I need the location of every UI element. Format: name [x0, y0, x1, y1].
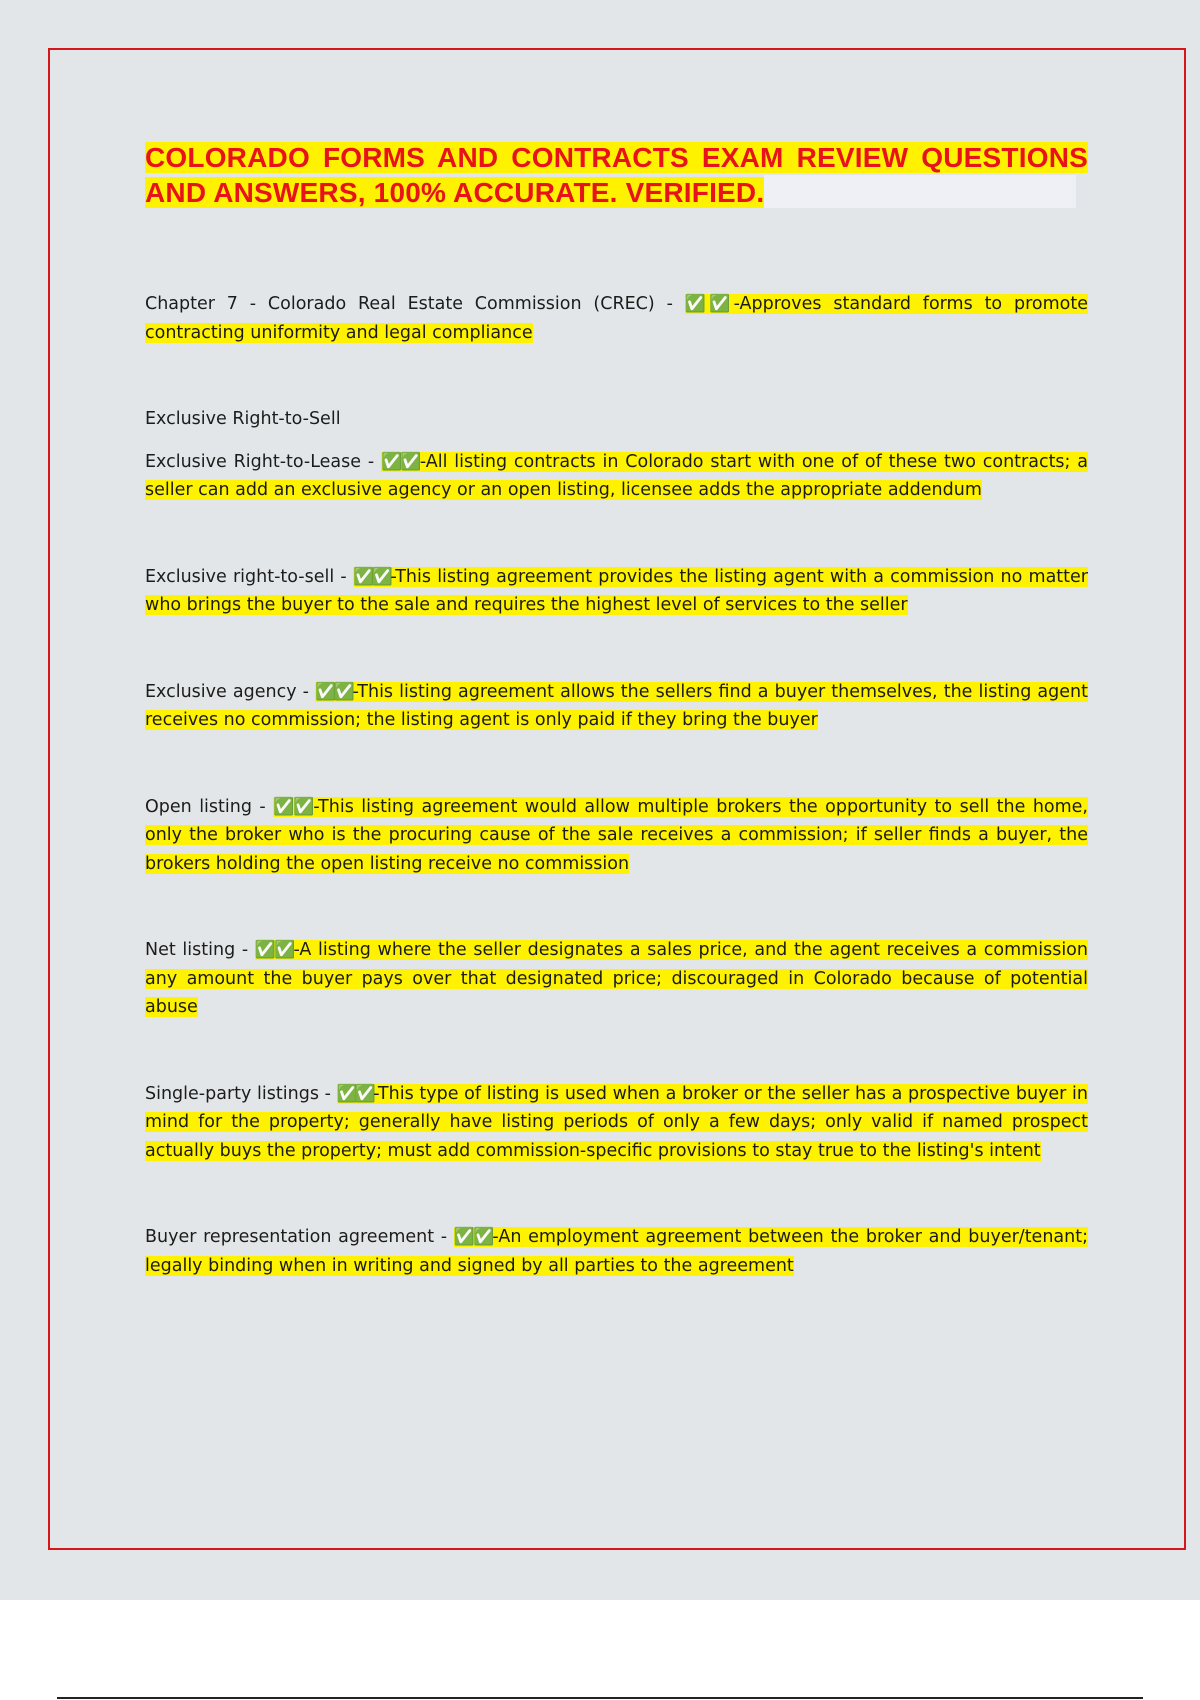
footer-rule	[57, 1697, 1143, 1699]
qa-term: Exclusive Right-to-Lease -	[145, 451, 381, 472]
qa-answer: -This type of listing is used when a broker or the seller has a prospective buyer in mind for the property; generally have listing periods of only a few days; only valid if named prospect actually buys the property; must add commission-specific provisions to stay true to the listing's intent	[145, 1083, 1088, 1161]
document-title-text: COLORADO FORMS AND CONTRACTS EXAM REVIEW QUESTIONS AND ANSWERS, 100% ACCURATE. VERIFIED.	[145, 142, 1088, 208]
qa-term: Chapter 7 - Colorado Real Estate Commission (CREC) -	[145, 294, 685, 314]
qa-answer: -This listing agreement allows the sellers find a buyer themselves, the listing agent receives no commission; the listing agent is only paid if they bring the buyer	[145, 681, 1088, 730]
qa-entry-buyer-representation-agreement	[145, 1223, 1088, 1280]
double-check-icon: ✅✅	[684, 294, 734, 314]
qa-entry-exclusive-right-to-lease	[145, 448, 1088, 505]
double-check-icon: ✅✅	[453, 1227, 493, 1247]
qa-answer: -An employment agreement between the broker and buyer/tenant; legally binding when in writing and signed by all parties to the agreement	[145, 1227, 1088, 1276]
double-check-icon: ✅✅	[380, 451, 420, 472]
double-check-icon: ✅✅	[336, 1083, 374, 1104]
qa-entry-net-listing	[145, 936, 1088, 1022]
qa-entry-open-listing	[145, 793, 1088, 879]
qa-answer: -This listing agreement provides the listing agent with a commission no matter who brings the buyer to the sale and requires the highest level of services to the seller	[145, 566, 1088, 615]
qa-term: Open listing -	[145, 796, 274, 817]
qa-term: Exclusive right-to-sell -	[145, 566, 353, 587]
qa-entry-exclusive-agency	[145, 678, 1088, 735]
double-check-icon: ✅✅	[273, 796, 314, 817]
qa-answer: -This listing agreement would allow multiple brokers the opportunity to sell the home, only the broker who is the procuring cause of the sale receives a commission; if seller finds a buyer, the brokers holding the open listing receive no commission	[145, 796, 1088, 874]
double-check-icon: ✅✅	[254, 940, 294, 960]
qa-entry-exclusive-right-to-sell	[145, 563, 1088, 620]
double-check-icon: ✅✅	[315, 681, 353, 702]
qa-term: Single-party listings -	[145, 1083, 337, 1104]
title-tail-box	[764, 175, 1076, 208]
qa-term: Net listing -	[145, 940, 255, 960]
qa-answer: -A listing where the seller designates a sales price, and the agent receives a commission any amount the buyer pays over that designated price; discouraged in Colorado because of potential abuse	[145, 940, 1088, 1017]
double-check-icon: ✅✅	[352, 566, 391, 587]
qa-term: Exclusive agency -	[145, 681, 316, 702]
qa-entry-exclusive-right-to-sell-heading	[145, 405, 1088, 434]
qa-entry-crec	[145, 290, 1088, 347]
qa-answer: -All listing contracts in Colorado start with one of of these two contracts; a seller can add an exclusive agency or an open listing, licensee adds the appropriate addendum	[145, 451, 1088, 500]
qa-term: Exclusive Right-to-Sell	[145, 409, 341, 429]
document-body	[145, 140, 1088, 1280]
document-title	[145, 140, 1088, 210]
qa-term: Buyer representation agreement -	[145, 1227, 454, 1247]
qa-answer: -Approves standard forms to promote contracting uniformity and legal compliance	[145, 294, 1088, 343]
qa-entry-single-party-listings	[145, 1080, 1088, 1166]
